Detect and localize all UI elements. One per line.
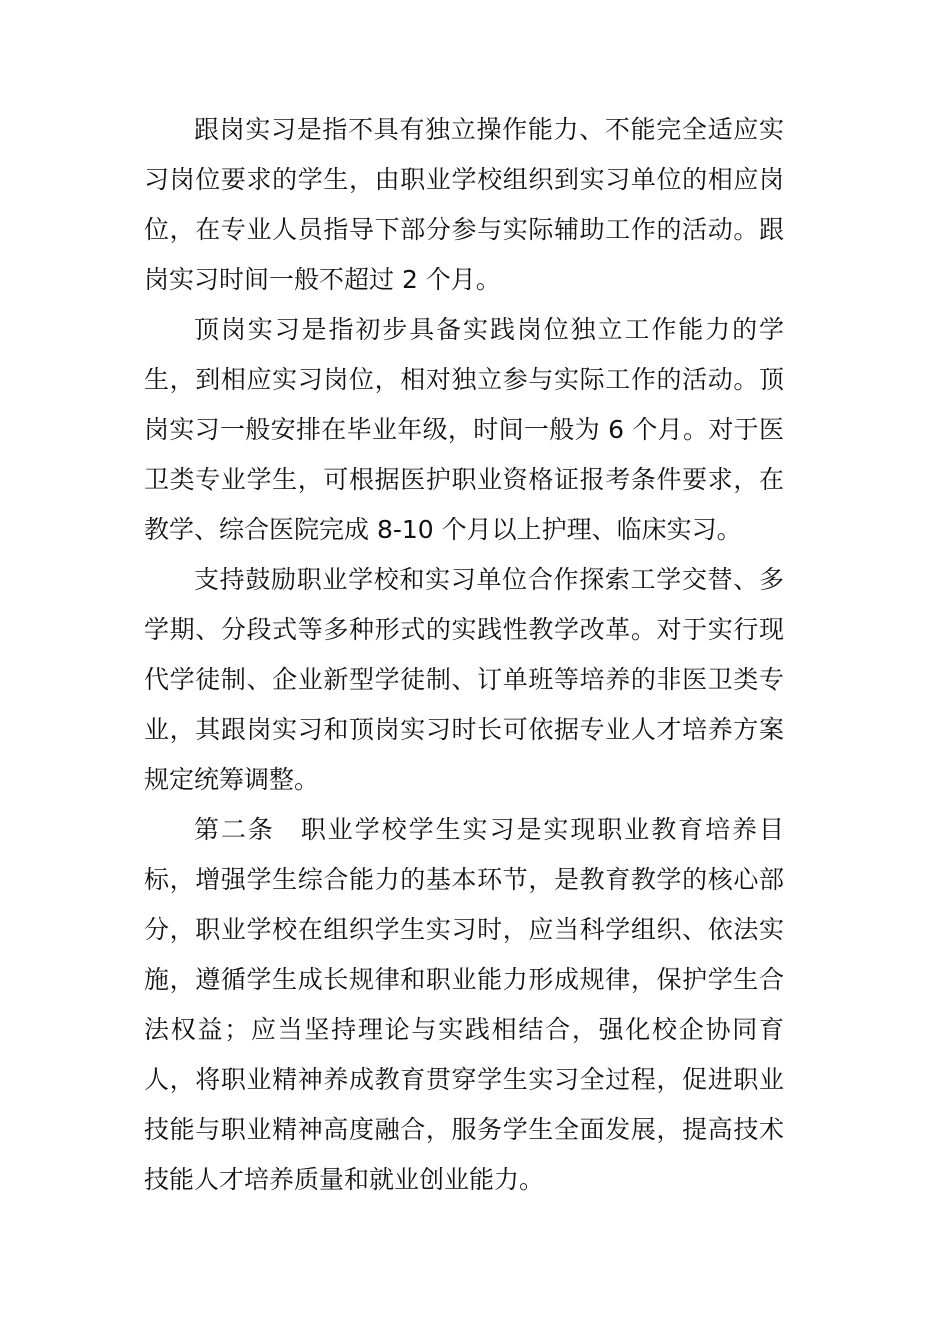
article-2-text: 职业学校学生实习是实现职业教育培养目标，增强学生综合能力的基本环节，是教育教学的核心部分，职业学校在组织学生实习时，应当科学组织、依法实施，遵循学生成长规律和职业能力形成规律，保护学生合法权益；应当坚持理论与实践相结合，强化校企协同育人，将职业精神养成教育贯穿学生实习全过程，促进职业技能与职业精神高度融合，服务学生全面发展，提高技术技能人才培养质量和就业创业能力。 (144, 815, 784, 1194)
document-page (144, 105, 784, 1205)
paragraph-shadow-internship: 跟岗实习是指不具有独立操作能力、不能完全适应实习岗位要求的学生，由职业学校组织到实习单位的相应岗位，在专业人员指导下部分参与实际辅助工作的活动。跟岗实习时间一般不超过 2 个月。 (144, 115, 784, 294)
paragraph-post-internship: 顶岗实习是指初步具备实践岗位独立工作能力的学生，到相应实习岗位，相对独立参与实际工作的活动。顶岗实习一般安排在毕业年级，时间一般为 6 个月。对于医卫类专业学生，可根据医护职业资格证报考条件要求，在教学、综合医院完成 8-10 个月以上护理、临床实习。 (144, 315, 784, 544)
article-2-label: 第二条 (194, 815, 275, 844)
paragraph-teaching-reform: 支持鼓励职业学校和实习单位合作探索工学交替、多学期、分段式等多种形式的实践性教学改革。对于实行现代学徒制、企业新型学徒制、订单班等培养的非医卫类专业，其跟岗实习和顶岗实习时长可依据专业人才培养方案规定统筹调整。 (144, 565, 784, 794)
article-2-paragraph (144, 805, 784, 1205)
